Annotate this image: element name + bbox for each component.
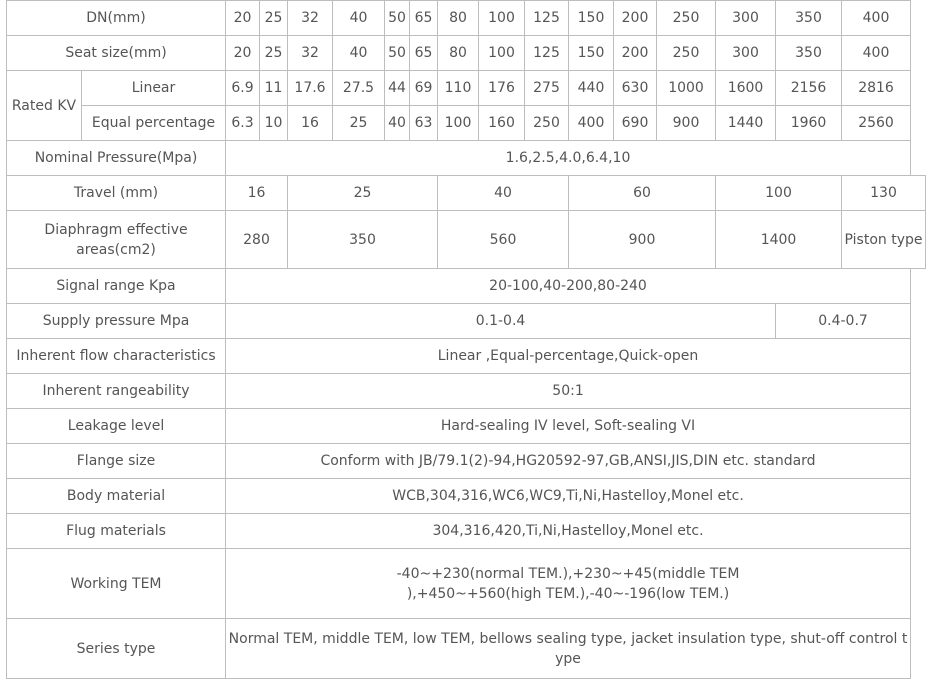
- leakage-value: Hard-sealing IV level, Soft-sealing VI: [226, 409, 911, 444]
- rangeability-label: Inherent rangeability: [7, 374, 226, 409]
- working-tem-row: [7, 549, 926, 619]
- seat-size-value: 125: [525, 36, 569, 71]
- dn-value: 150: [569, 1, 614, 36]
- kv-linear-value: 630: [614, 71, 657, 106]
- kv-linear-value: 110: [438, 71, 479, 106]
- diaphragm-value: 1400: [716, 211, 842, 269]
- nominal-pressure-row: [7, 141, 926, 176]
- signal-range-value: 20-100,40-200,80-240: [226, 269, 911, 304]
- kv-equal-value: 250: [525, 106, 569, 141]
- rangeability-row: [7, 374, 926, 409]
- kv-equal-value: 100: [438, 106, 479, 141]
- nominal-pressure-label: Nominal Pressure(Mpa): [7, 141, 226, 176]
- kv-linear-value: 440: [569, 71, 614, 106]
- seat-size-value: 350: [776, 36, 842, 71]
- body-material-value: WCB,304,316,WC6,WC9,Ti,Ni,Hastelloy,Monel etc.: [226, 479, 911, 514]
- spec-table: [6, 0, 926, 679]
- kv-linear-row: [7, 71, 926, 106]
- working-tem-label: Working TEM: [7, 549, 226, 619]
- kv-linear-value: 275: [525, 71, 569, 106]
- supply-pressure-value: 0.1-0.4: [226, 304, 776, 339]
- diaphragm-row: [7, 211, 926, 269]
- kv-equal-value: 10: [260, 106, 288, 141]
- kv-equal-value: 16: [288, 106, 333, 141]
- working-tem-line: -40~+230(normal TEM.),+230~+45(middle TEM: [396, 565, 740, 582]
- flange-row: [7, 444, 926, 479]
- body-material-label: Body material: [7, 479, 226, 514]
- flug-materials-value: 304,316,420,Ti,Ni,Hastelloy,Monel etc.: [226, 514, 911, 549]
- travel-row: [7, 176, 926, 211]
- working-tem-line: ),+450~+560(high TEM.),-40~-196(low TEM.): [406, 585, 730, 602]
- dn-value: 200: [614, 1, 657, 36]
- seat-size-value: 400: [842, 36, 911, 71]
- kv-equal-value: 160: [479, 106, 525, 141]
- signal-range-row: [7, 269, 926, 304]
- flow-characteristics-label: Inherent flow characteristics: [7, 339, 226, 374]
- seat-size-row: [7, 36, 926, 71]
- kv-linear-value: 6.9: [226, 71, 260, 106]
- kv-equal-value: 1440: [716, 106, 776, 141]
- series-type-value: Normal TEM, middle TEM, low TEM, bellows sealing type, jacket insulation type, shut-off control type: [226, 619, 911, 679]
- dn-value: 32: [288, 1, 333, 36]
- dn-value: 65: [410, 1, 438, 36]
- flug-materials-row: [7, 514, 926, 549]
- kv-linear-value: 17.6: [288, 71, 333, 106]
- rangeability-value: 50:1: [226, 374, 911, 409]
- dn-value: 25: [260, 1, 288, 36]
- seat-size-value: 20: [226, 36, 260, 71]
- leakage-label: Leakage level: [7, 409, 226, 444]
- kv-linear-value: 1000: [657, 71, 716, 106]
- seat-size-value: 80: [438, 36, 479, 71]
- seat-size-label: Seat size(mm): [7, 36, 226, 71]
- seat-size-value: 50: [385, 36, 410, 71]
- dn-value: 300: [716, 1, 776, 36]
- dn-value: 250: [657, 1, 716, 36]
- seat-size-value: 32: [288, 36, 333, 71]
- travel-value: 60: [569, 176, 716, 211]
- supply-pressure-row: [7, 304, 926, 339]
- dn-value: 20: [226, 1, 260, 36]
- kv-linear-label: Linear: [82, 71, 226, 106]
- travel-label: Travel (mm): [7, 176, 226, 211]
- kv-equal-label: Equal percentage: [82, 106, 226, 141]
- diaphragm-value: 280: [226, 211, 288, 269]
- kv-equal-value: 40: [385, 106, 410, 141]
- kv-equal-row: [7, 106, 926, 141]
- kv-linear-value: 2156: [776, 71, 842, 106]
- kv-linear-value: 44: [385, 71, 410, 106]
- dn-value: 350: [776, 1, 842, 36]
- dn-value: 100: [479, 1, 525, 36]
- kv-equal-value: 63: [410, 106, 438, 141]
- kv-linear-value: 69: [410, 71, 438, 106]
- kv-linear-value: 11: [260, 71, 288, 106]
- kv-equal-value: 900: [657, 106, 716, 141]
- kv-equal-value: 2560: [842, 106, 911, 141]
- series-type-row: [7, 619, 926, 679]
- flange-label: Flange size: [7, 444, 226, 479]
- seat-size-value: 250: [657, 36, 716, 71]
- flow-characteristics-row: [7, 339, 926, 374]
- diaphragm-value: 350: [288, 211, 438, 269]
- kv-linear-value: 176: [479, 71, 525, 106]
- kv-equal-value: 690: [614, 106, 657, 141]
- kv-equal-value: 6.3: [226, 106, 260, 141]
- flug-materials-label: Flug materials: [7, 514, 226, 549]
- working-tem-value: [226, 549, 911, 619]
- diaphragm-value: 560: [438, 211, 569, 269]
- seat-size-value: 200: [614, 36, 657, 71]
- kv-equal-value: 1960: [776, 106, 842, 141]
- diaphragm-value: 900: [569, 211, 716, 269]
- seat-size-value: 40: [333, 36, 385, 71]
- rated-kv-label: Rated KV: [7, 71, 82, 141]
- dn-value: 50: [385, 1, 410, 36]
- supply-pressure-value: 0.4-0.7: [776, 304, 911, 339]
- kv-equal-value: 400: [569, 106, 614, 141]
- diaphragm-value: Piston type: [842, 211, 926, 269]
- body-material-row: [7, 479, 926, 514]
- flow-characteristics-value: Linear ,Equal-percentage,Quick-open: [226, 339, 911, 374]
- leakage-row: [7, 409, 926, 444]
- signal-range-label: Signal range Kpa: [7, 269, 226, 304]
- seat-size-value: 65: [410, 36, 438, 71]
- flange-value: Conform with JB/79.1(2)-94,HG20592-97,GB,ANSI,JIS,DIN etc. standard: [226, 444, 911, 479]
- travel-value: 25: [288, 176, 438, 211]
- series-type-label: Series type: [7, 619, 226, 679]
- travel-value: 40: [438, 176, 569, 211]
- supply-pressure-label: Supply pressure Mpa: [7, 304, 226, 339]
- travel-value: 100: [716, 176, 842, 211]
- dn-value: 80: [438, 1, 479, 36]
- diaphragm-label: Diaphragm effective areas(cm2): [7, 211, 226, 269]
- dn-value: 125: [525, 1, 569, 36]
- dn-value: 40: [333, 1, 385, 36]
- dn-row: [7, 1, 926, 36]
- kv-linear-value: 1600: [716, 71, 776, 106]
- seat-size-value: 300: [716, 36, 776, 71]
- dn-label: DN(mm): [7, 1, 226, 36]
- seat-size-value: 25: [260, 36, 288, 71]
- kv-linear-value: 2816: [842, 71, 911, 106]
- nominal-pressure-value: 1.6,2.5,4.0,6.4,10: [226, 141, 911, 176]
- travel-value: 16: [226, 176, 288, 211]
- seat-size-value: 150: [569, 36, 614, 71]
- dn-value: 400: [842, 1, 911, 36]
- kv-equal-value: 25: [333, 106, 385, 141]
- kv-linear-value: 27.5: [333, 71, 385, 106]
- seat-size-value: 100: [479, 36, 525, 71]
- travel-value: 130: [842, 176, 926, 211]
